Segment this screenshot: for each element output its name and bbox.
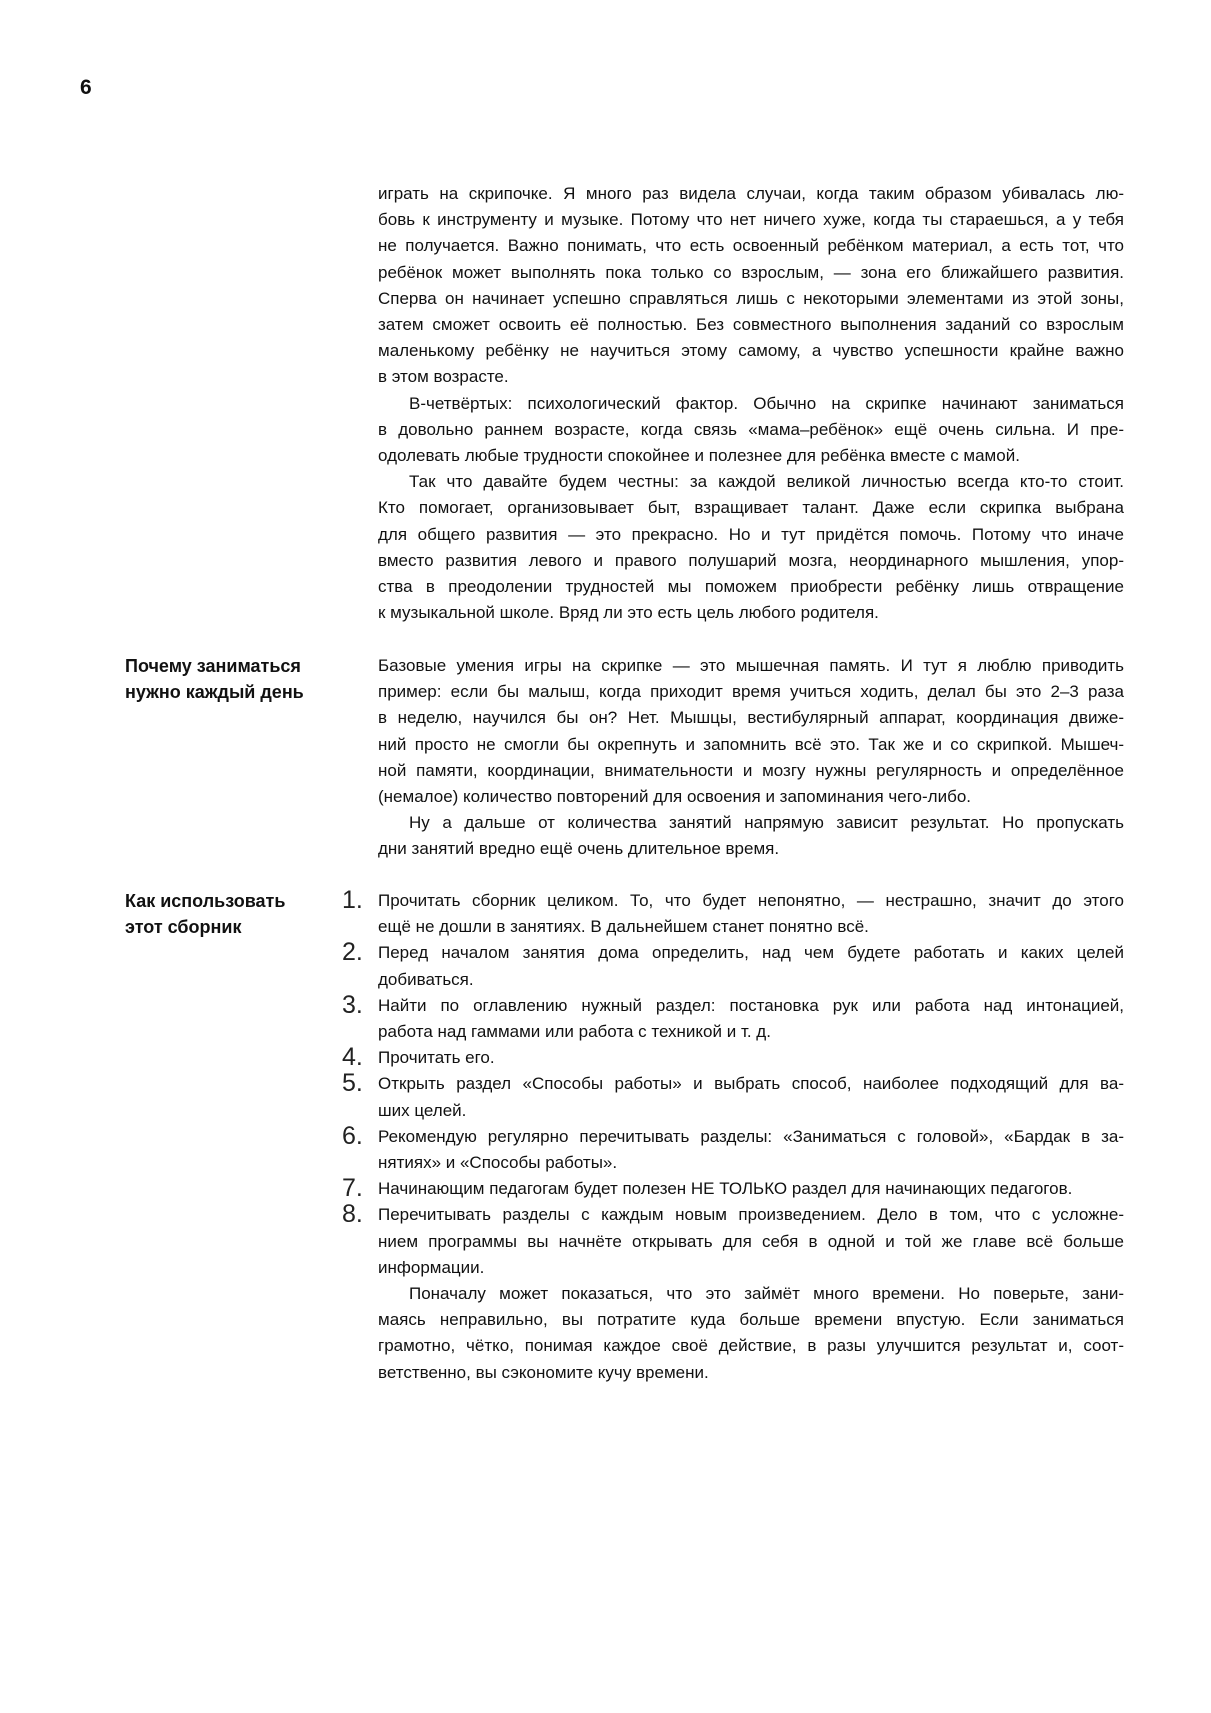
section-heading (125, 653, 345, 705)
text-line: Ну а дальше от количества занятий напрямую зависит результат. Но пропускать (409, 813, 1124, 833)
text-line: Прочитать сборник целиком. То, что будет непонятно, — нестрашно, значит до этого (378, 891, 1124, 910)
section-body (378, 653, 1124, 863)
list-item (342, 1121, 1124, 1176)
text-line: грамотно, чётко, понимая каждое своё действие, в разы улучшится результат и, соот- (378, 1336, 1124, 1356)
heading-line: Как использовать (125, 891, 286, 911)
text-line: в неделю, научился бы он? Нет. Мышцы, вестибулярный аппарат, координация движе- (378, 708, 1124, 728)
text-line: ной памяти, координации, внимательности и мозгу нужны регулярность и определённое (378, 760, 1124, 780)
text-line: для общего развития — это прекрасно. Но и тут придётся помочь. Потому что иначе (378, 524, 1124, 544)
paragraph (378, 1281, 1124, 1386)
section-body (378, 181, 1124, 626)
text-line: Сперва он начинает успешно справляться лишь с некоторыми элементами из этой зоны, (378, 288, 1124, 308)
text-line: нием программы вы начнёте открывать для себя в одной и той же главе всё больше (378, 1231, 1124, 1251)
paragraph (378, 469, 1124, 626)
text-line: (немалое) количество повторений для освоения и запоминания чего-либо. (378, 787, 972, 807)
text-line: ства в преодолении трудностей мы поможем приобрести ребёнку лишь отвращение (378, 577, 1124, 597)
text-line: В-четвёртых: психологический фактор. Обычно на скрипке начинают заниматься (409, 393, 1124, 413)
list-number: 2. (342, 938, 363, 967)
section-body (342, 886, 1124, 1386)
text-line: Перед началом занятия дома определить, над чем будете работать и каких целей (378, 943, 1124, 963)
list-item (342, 1200, 1124, 1281)
text-line: маясь неправильно, вы потратите куда больше времени впустую. Если заниматься (378, 1310, 1124, 1330)
text-line: к музыкальной школе. Вряд ли это есть цель любого родителя. (378, 603, 879, 623)
list-item (342, 1069, 1124, 1123)
text-line: в этом возрасте. (378, 367, 509, 387)
list-item (342, 938, 1124, 992)
text-line: затем сможет освоить её полностью. Без совместного выполнения заданий со взрослым (378, 315, 1124, 335)
text-line: ний просто не смогли бы окрепнуть и запомнить всё это. Так же и со скрипкой. Мышеч- (378, 734, 1124, 754)
list-number: 3. (342, 990, 363, 1019)
list-item (342, 886, 1124, 940)
text-line: пример: если бы малыш, когда приходит время учиться ходить, делал бы это 2–3 раза (378, 682, 1124, 702)
list-number: 8. (342, 1200, 363, 1229)
text-line: ребёнок может выполнять пока только со взрослым, — зона его ближайшего развития. (378, 262, 1124, 282)
text-line: дни занятий вредно ещё очень длительное время. (378, 839, 780, 859)
list-number: 5. (342, 1069, 363, 1098)
list-item (342, 990, 1124, 1045)
text-line: работа над гаммами или работа с техникой и т. д. (378, 1022, 771, 1042)
text-line: Так что давайте будем честны: за каждой великой личностью всегда кто-то стоит. (409, 472, 1124, 492)
text-line: бовь к инструменту и музыке. Потому что нет ничего хуже, когда ты стараешься, а у тебя (378, 210, 1124, 230)
list-item (342, 1043, 1124, 1072)
list-number: 7. (342, 1174, 363, 1203)
text-line: ших целей. (378, 1100, 467, 1120)
text-line: ветственно, вы сэкономите кучу времени. (378, 1362, 709, 1382)
section-heading (125, 888, 345, 940)
text-line: Кто помогает, организовывает быт, взращивает талант. Даже если скрипка выбрана (378, 498, 1124, 518)
text-line: играть на скрипочке. Я много раз видела случаи, когда таким образом убивалась лю- (378, 184, 1124, 203)
heading-line: Почему заниматься (125, 656, 301, 676)
text-line: вместо развития левого и правого полушарий мозга, неординарного мышления, упор- (378, 550, 1124, 570)
text-line: нятиях» и «Способы работы». (378, 1153, 618, 1173)
text-line: Поначалу может показаться, что это займёт много времени. Но поверьте, зани- (409, 1284, 1124, 1304)
text-line: Перечитывать разделы с каждым новым произведением. Дело в том, что с усложне- (378, 1205, 1124, 1225)
paragraph (378, 653, 1124, 810)
heading-line: этот сборник (125, 917, 242, 938)
text-line: Найти по оглавлению нужный раздел: постановка рук или работа над интонацией, (378, 995, 1124, 1015)
text-line: Базовые умения игры на скрипке — это мышечная память. И тут я люблю приводить (378, 656, 1124, 675)
list-number: 6. (342, 1121, 363, 1150)
text-line: Рекомендую регулярно перечитывать разделы: «Заниматься с головой», «Бардак в за- (378, 1126, 1124, 1146)
text-line: не получается. Важно понимать, что есть освоенный ребёнком материал, а есть тот, что (378, 236, 1124, 256)
text-line: одолевать любые трудности спокойнее и полезнее для ребёнка вместе с мамой. (378, 446, 1020, 466)
paragraph (378, 810, 1124, 862)
text-line: Начинающим педагогам будет полезен НЕ ТОЛЬКО раздел для начинающих педагогов. (378, 1179, 1073, 1199)
text-line: информации. (378, 1257, 485, 1277)
text-line: Открыть раздел «Способы работы» и выбрать способ, наиболее подходящий для ва- (378, 1074, 1124, 1094)
list-number: 1. (342, 886, 363, 914)
list-number: 4. (342, 1043, 363, 1072)
paragraph (378, 181, 1124, 391)
text-line: ещё не дошли в занятиях. В дальнейшем станет понятно всё. (378, 917, 869, 937)
list-item (342, 1174, 1124, 1203)
text-line: маленькому ребёнку не научиться этому самому, а чувство успешности крайне важно (378, 341, 1124, 361)
page-number: 6 (80, 76, 92, 99)
text-line: Прочитать его. (378, 1048, 495, 1068)
text-line: в довольно раннем возрасте, когда связь «мама–ребёнок» ещё очень сильна. И пре- (378, 419, 1124, 439)
heading-line: нужно каждый день (125, 682, 304, 703)
text-line: добиваться. (378, 969, 474, 989)
paragraph (378, 391, 1124, 470)
